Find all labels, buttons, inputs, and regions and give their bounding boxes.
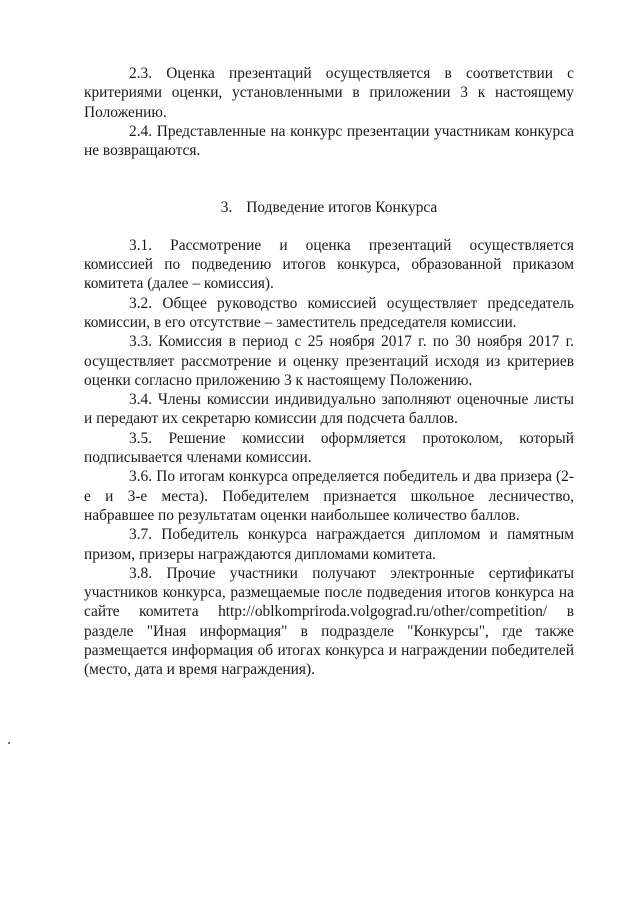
section-3-title: Подведение итогов Конкурса	[246, 199, 438, 217]
committee-website-url: http://oblkompriroda.volgograd.ru/other/competition/	[218, 603, 548, 621]
paragraph-3-8-text-after: в разделе "Иная информация" в подразделе "Конкурсы", где также размещается информация об итогах конкурса и награждении победителей (место, дата и время награждения).	[84, 603, 574, 679]
paragraph-3-6: 3.6. По итогам конкурса определяется победитель и два призера (2-е и 3-е места). Победителем признается школьное лесничество, набравшее по результатам оценки наибольшее количество баллов.	[84, 468, 574, 524]
paragraph-3-8	[84, 564, 574, 680]
paragraph-3-1: 3.1. Рассмотрение и оценка презентаций осуществляется комиссией по подведению итогов конкурса, образованной приказом комитета (далее – комиссия).	[84, 236, 574, 293]
paragraph-3-2: 3.2. Общее руководство комиссией осуществляет председатель комиссии, в его отсутствие – заместитель председателя комиссии.	[84, 294, 574, 331]
paragraph-3-8-text-before: 3.8. Прочие участники получают электронные сертификаты участников конкурса, размещаемые после подведения итогов конкурса на сайте комитета	[84, 564, 574, 621]
paragraph-2-4: 2.4. Представленные на конкурс презентации участникам конкурса не возвращаются.	[84, 122, 574, 160]
paragraph-3-3: 3.3. Комиссия в период с 25 ноября 2017 г. по 30 ноября 2017 г. осуществляет рассмотрение и оценку презентаций исходя из критериев оценки согласно приложению 3 к настоящему Положению.	[84, 333, 574, 389]
paragraph-3-4: 3.4. Члены комиссии индивидуально заполняют оценочные листы и передают их секретарю комиссии для подсчета баллов.	[84, 391, 574, 428]
section-3-heading	[84, 198, 574, 217]
section-3-number: 3.	[220, 199, 233, 217]
paragraph-2-3: 2.3. Оценка презентаций осуществляется в соответствии с критериями оценки, установленными в приложении 3 к настоящему Положению.	[84, 65, 574, 121]
document-page	[84, 64, 574, 680]
paragraph-3-7: 3.7. Победитель конкурса награждается дипломом и памятным призом, призеры награждаются дипломами комитета.	[84, 526, 574, 563]
scan-speck	[8, 742, 10, 744]
paragraph-3-5: 3.5. Решение комиссии оформляется протоколом, который подписывается членами комиссии.	[84, 429, 574, 467]
